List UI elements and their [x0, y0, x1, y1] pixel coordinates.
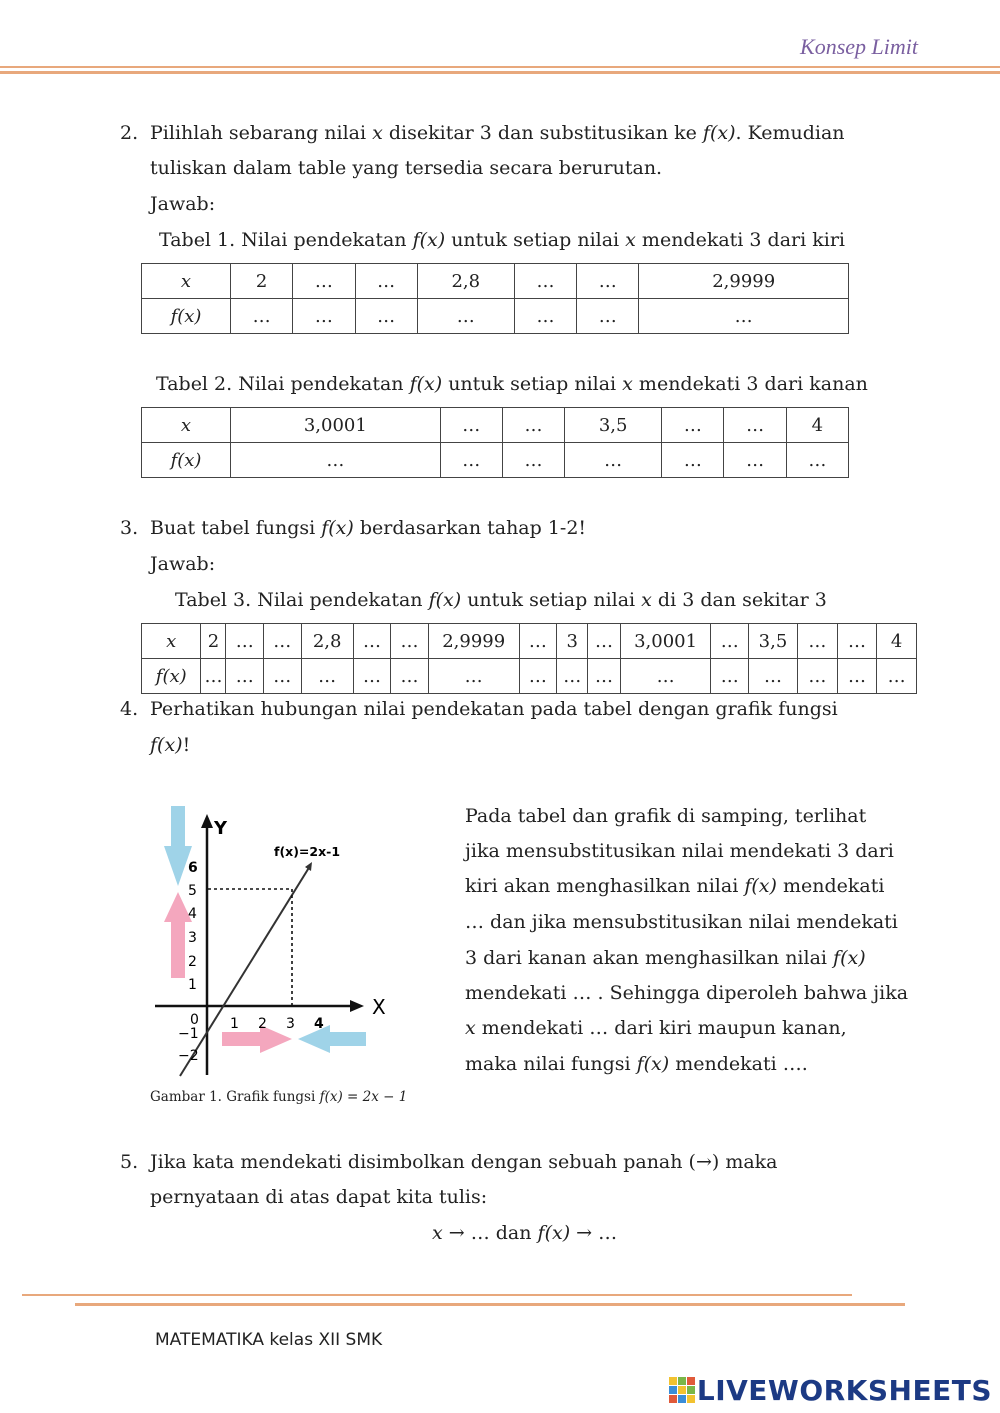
blue-down-arrow-shaft — [171, 806, 185, 846]
y-axis-arrowhead — [201, 814, 213, 828]
q5-line2: pernyataan di atas dapat kita tulis: — [150, 1186, 488, 1208]
table1-x-label: x — [142, 264, 231, 299]
table2-f-label: f(x) — [142, 443, 231, 478]
table3-f-label: f(x) — [142, 659, 201, 694]
q4-para-line8: maka nilai fungsi f(x) mendekati …. — [465, 1053, 808, 1075]
q5-formula: x → … dan f(x) → … — [432, 1222, 618, 1244]
table-cell[interactable]: … — [557, 659, 588, 694]
table2-row-f — [142, 443, 849, 478]
table-cell: … — [293, 264, 355, 299]
y-tick-label: 4 — [188, 906, 197, 922]
table-cell: … — [391, 624, 429, 659]
y-tick-label: 5 — [188, 883, 197, 899]
header-title: Konsep Limit — [800, 34, 918, 59]
table-cell: … — [514, 264, 576, 299]
brand-text: LIVEWORKSHEETS — [696, 1374, 992, 1407]
x-axis-label: X — [372, 995, 386, 1019]
q2-number: 2. — [120, 122, 139, 144]
table-cell: 2,9999 — [639, 264, 849, 299]
blue-left-arrow-shaft — [330, 1032, 366, 1046]
y-tick-label: 1 — [188, 977, 197, 993]
table-cell: … — [798, 624, 838, 659]
table-cell[interactable]: … — [417, 299, 514, 334]
table2-row-x — [142, 408, 849, 443]
table-cell[interactable]: … — [748, 659, 797, 694]
pink-up-arrow-shaft — [171, 922, 185, 978]
table1-row-f — [142, 299, 849, 334]
table-cell[interactable]: … — [786, 443, 848, 478]
table-cell[interactable]: … — [293, 299, 355, 334]
table-cell[interactable]: … — [353, 659, 391, 694]
table2-caption: Tabel 2. Nilai pendekatan f(x) untuk setiap nilai x mendekati 3 dari kanan — [156, 373, 868, 395]
q4-para-line5: 3 dari kanan akan menghasilkan nilai f(x) — [465, 947, 866, 969]
table-cell: … — [353, 624, 391, 659]
table-cell: 2 — [231, 264, 293, 299]
q4-para-line6: mendekati … . Sehingga diperoleh bahwa jika — [465, 982, 909, 1004]
table-cell[interactable]: … — [798, 659, 838, 694]
table-cell: … — [264, 624, 302, 659]
table-cell[interactable]: … — [877, 659, 917, 694]
q3-line1: Buat tabel fungsi f(x) berdasarkan tahap 1-2! — [150, 517, 587, 539]
q4-para-line1: Pada tabel dan grafik di samping, terlihat — [465, 805, 867, 827]
x-tick-label: 0 — [190, 1012, 199, 1028]
table-cell: … — [355, 264, 417, 299]
table1 — [141, 263, 849, 334]
q2-answer-label: Jawab: — [150, 193, 216, 215]
table-cell: 3,0001 — [231, 408, 441, 443]
q5-number: 5. — [120, 1151, 139, 1173]
table-cell: 3,0001 — [620, 624, 711, 659]
y-tick-label: 2 — [188, 954, 197, 970]
table2 — [141, 407, 849, 478]
table-cell: 2,8 — [301, 624, 353, 659]
table-cell: 3,5 — [565, 408, 662, 443]
table-cell[interactable]: … — [837, 659, 877, 694]
q3-number: 3. — [120, 517, 139, 539]
x-axis-arrowhead — [350, 1000, 364, 1012]
liveworksheets-logo-icon — [669, 1377, 695, 1403]
q2-line1: Pilihlah sebarang nilai x disekitar 3 dan substitusikan ke f(x). Kemudian — [150, 122, 845, 144]
table-cell: … — [440, 408, 502, 443]
footer-rule-2 — [75, 1303, 905, 1306]
table-cell: … — [519, 624, 557, 659]
table1-f-label: f(x) — [142, 299, 231, 334]
table3-caption: Tabel 3. Nilai pendekatan f(x) untuk setiap nilai x di 3 dan sekitar 3 — [175, 589, 827, 611]
y-tick-label: 6 — [188, 860, 198, 876]
table-cell[interactable]: … — [514, 299, 576, 334]
header-rule — [0, 66, 1000, 68]
x-tick-label: 3 — [286, 1016, 295, 1032]
table-cell[interactable]: … — [231, 299, 293, 334]
header-rule-2 — [0, 71, 1000, 74]
table-cell[interactable]: … — [301, 659, 353, 694]
table-cell: … — [226, 624, 264, 659]
liveworksheets-brand[interactable] — [669, 1374, 992, 1407]
q4-line1: Perhatikan hubungan nilai pendekatan pada tabel dengan grafik fungsi — [150, 698, 838, 720]
table-cell: 3 — [557, 624, 588, 659]
table-cell[interactable]: … — [565, 443, 662, 478]
table-cell[interactable]: … — [502, 443, 564, 478]
table-cell[interactable]: … — [428, 659, 519, 694]
table-cell[interactable]: … — [724, 443, 786, 478]
table-cell[interactable]: … — [639, 299, 849, 334]
table-cell: 4 — [786, 408, 848, 443]
table-cell[interactable]: … — [519, 659, 557, 694]
table-cell[interactable]: … — [264, 659, 302, 694]
table1-caption: Tabel 1. Nilai pendekatan f(x) untuk setiap nilai x mendekati 3 dari kiri — [159, 229, 845, 251]
q4-para-line4: … dan jika mensubstitusikan nilai mendekati — [465, 911, 898, 933]
y-tick-label: −1 — [178, 1026, 199, 1042]
table-cell[interactable]: … — [620, 659, 711, 694]
table-cell: … — [502, 408, 564, 443]
q4-para-line3: kiri akan menghasilkan nilai f(x) mendekati — [465, 875, 885, 897]
table-cell: … — [662, 408, 724, 443]
q4-para-line7: x mendekati … dari kiri maupun kanan, — [465, 1017, 847, 1039]
table3-x-label: x — [142, 624, 201, 659]
q4-line2: f(x)! — [150, 734, 191, 756]
table1-row-x — [142, 264, 849, 299]
table-cell: … — [711, 624, 749, 659]
table-cell: … — [588, 624, 620, 659]
table3-row-x — [142, 624, 917, 659]
q4-number: 4. — [120, 698, 139, 720]
table3 — [141, 623, 917, 694]
x-tick-label: 1 — [230, 1016, 239, 1032]
y-tick-label: 3 — [188, 930, 197, 946]
table3-row-f — [142, 659, 917, 694]
y-tick-label: −2 — [178, 1048, 199, 1064]
q4-para-line2: jika mensubstitusikan nilai mendekati 3 dari — [465, 840, 894, 862]
q5-line1: Jika kata mendekati disimbolkan dengan sebuah panah (→) maka — [150, 1151, 778, 1173]
function-graph — [150, 800, 395, 1082]
table-cell: 2,8 — [417, 264, 514, 299]
table-cell[interactable]: … — [201, 659, 226, 694]
figure-caption: Gambar 1. Grafik fungsi f(x) = 2x − 1 — [150, 1089, 408, 1105]
table-cell: … — [837, 624, 877, 659]
function-label: f(x)=2x-1 — [274, 844, 341, 859]
table-cell[interactable]: … — [355, 299, 417, 334]
y-axis-label: Y — [214, 818, 228, 839]
q3-answer-label: Jawab: — [150, 553, 216, 575]
table-cell[interactable]: … — [391, 659, 429, 694]
footer-rule — [22, 1294, 852, 1296]
table-cell[interactable]: … — [577, 299, 639, 334]
table2-x-label: x — [142, 408, 231, 443]
table-cell: 2 — [201, 624, 226, 659]
table-cell[interactable]: … — [662, 443, 724, 478]
footer-text: MATEMATIKA kelas XII SMK — [155, 1330, 383, 1350]
q2-line2: tuliskan dalam table yang tersedia secara berurutan. — [150, 157, 663, 179]
x-tick-label: 2 — [258, 1016, 267, 1032]
table-cell[interactable]: … — [711, 659, 749, 694]
table-cell: 4 — [877, 624, 917, 659]
table-cell[interactable]: … — [440, 443, 502, 478]
table-cell[interactable]: … — [226, 659, 264, 694]
table-cell: 2,9999 — [428, 624, 519, 659]
table-cell: … — [724, 408, 786, 443]
x-tick-label: 4 — [314, 1016, 324, 1032]
table-cell: 3,5 — [748, 624, 797, 659]
table-cell: … — [577, 264, 639, 299]
table-cell[interactable]: … — [588, 659, 620, 694]
table-cell[interactable]: … — [231, 443, 441, 478]
pink-right-arrow-shaft — [222, 1032, 260, 1046]
